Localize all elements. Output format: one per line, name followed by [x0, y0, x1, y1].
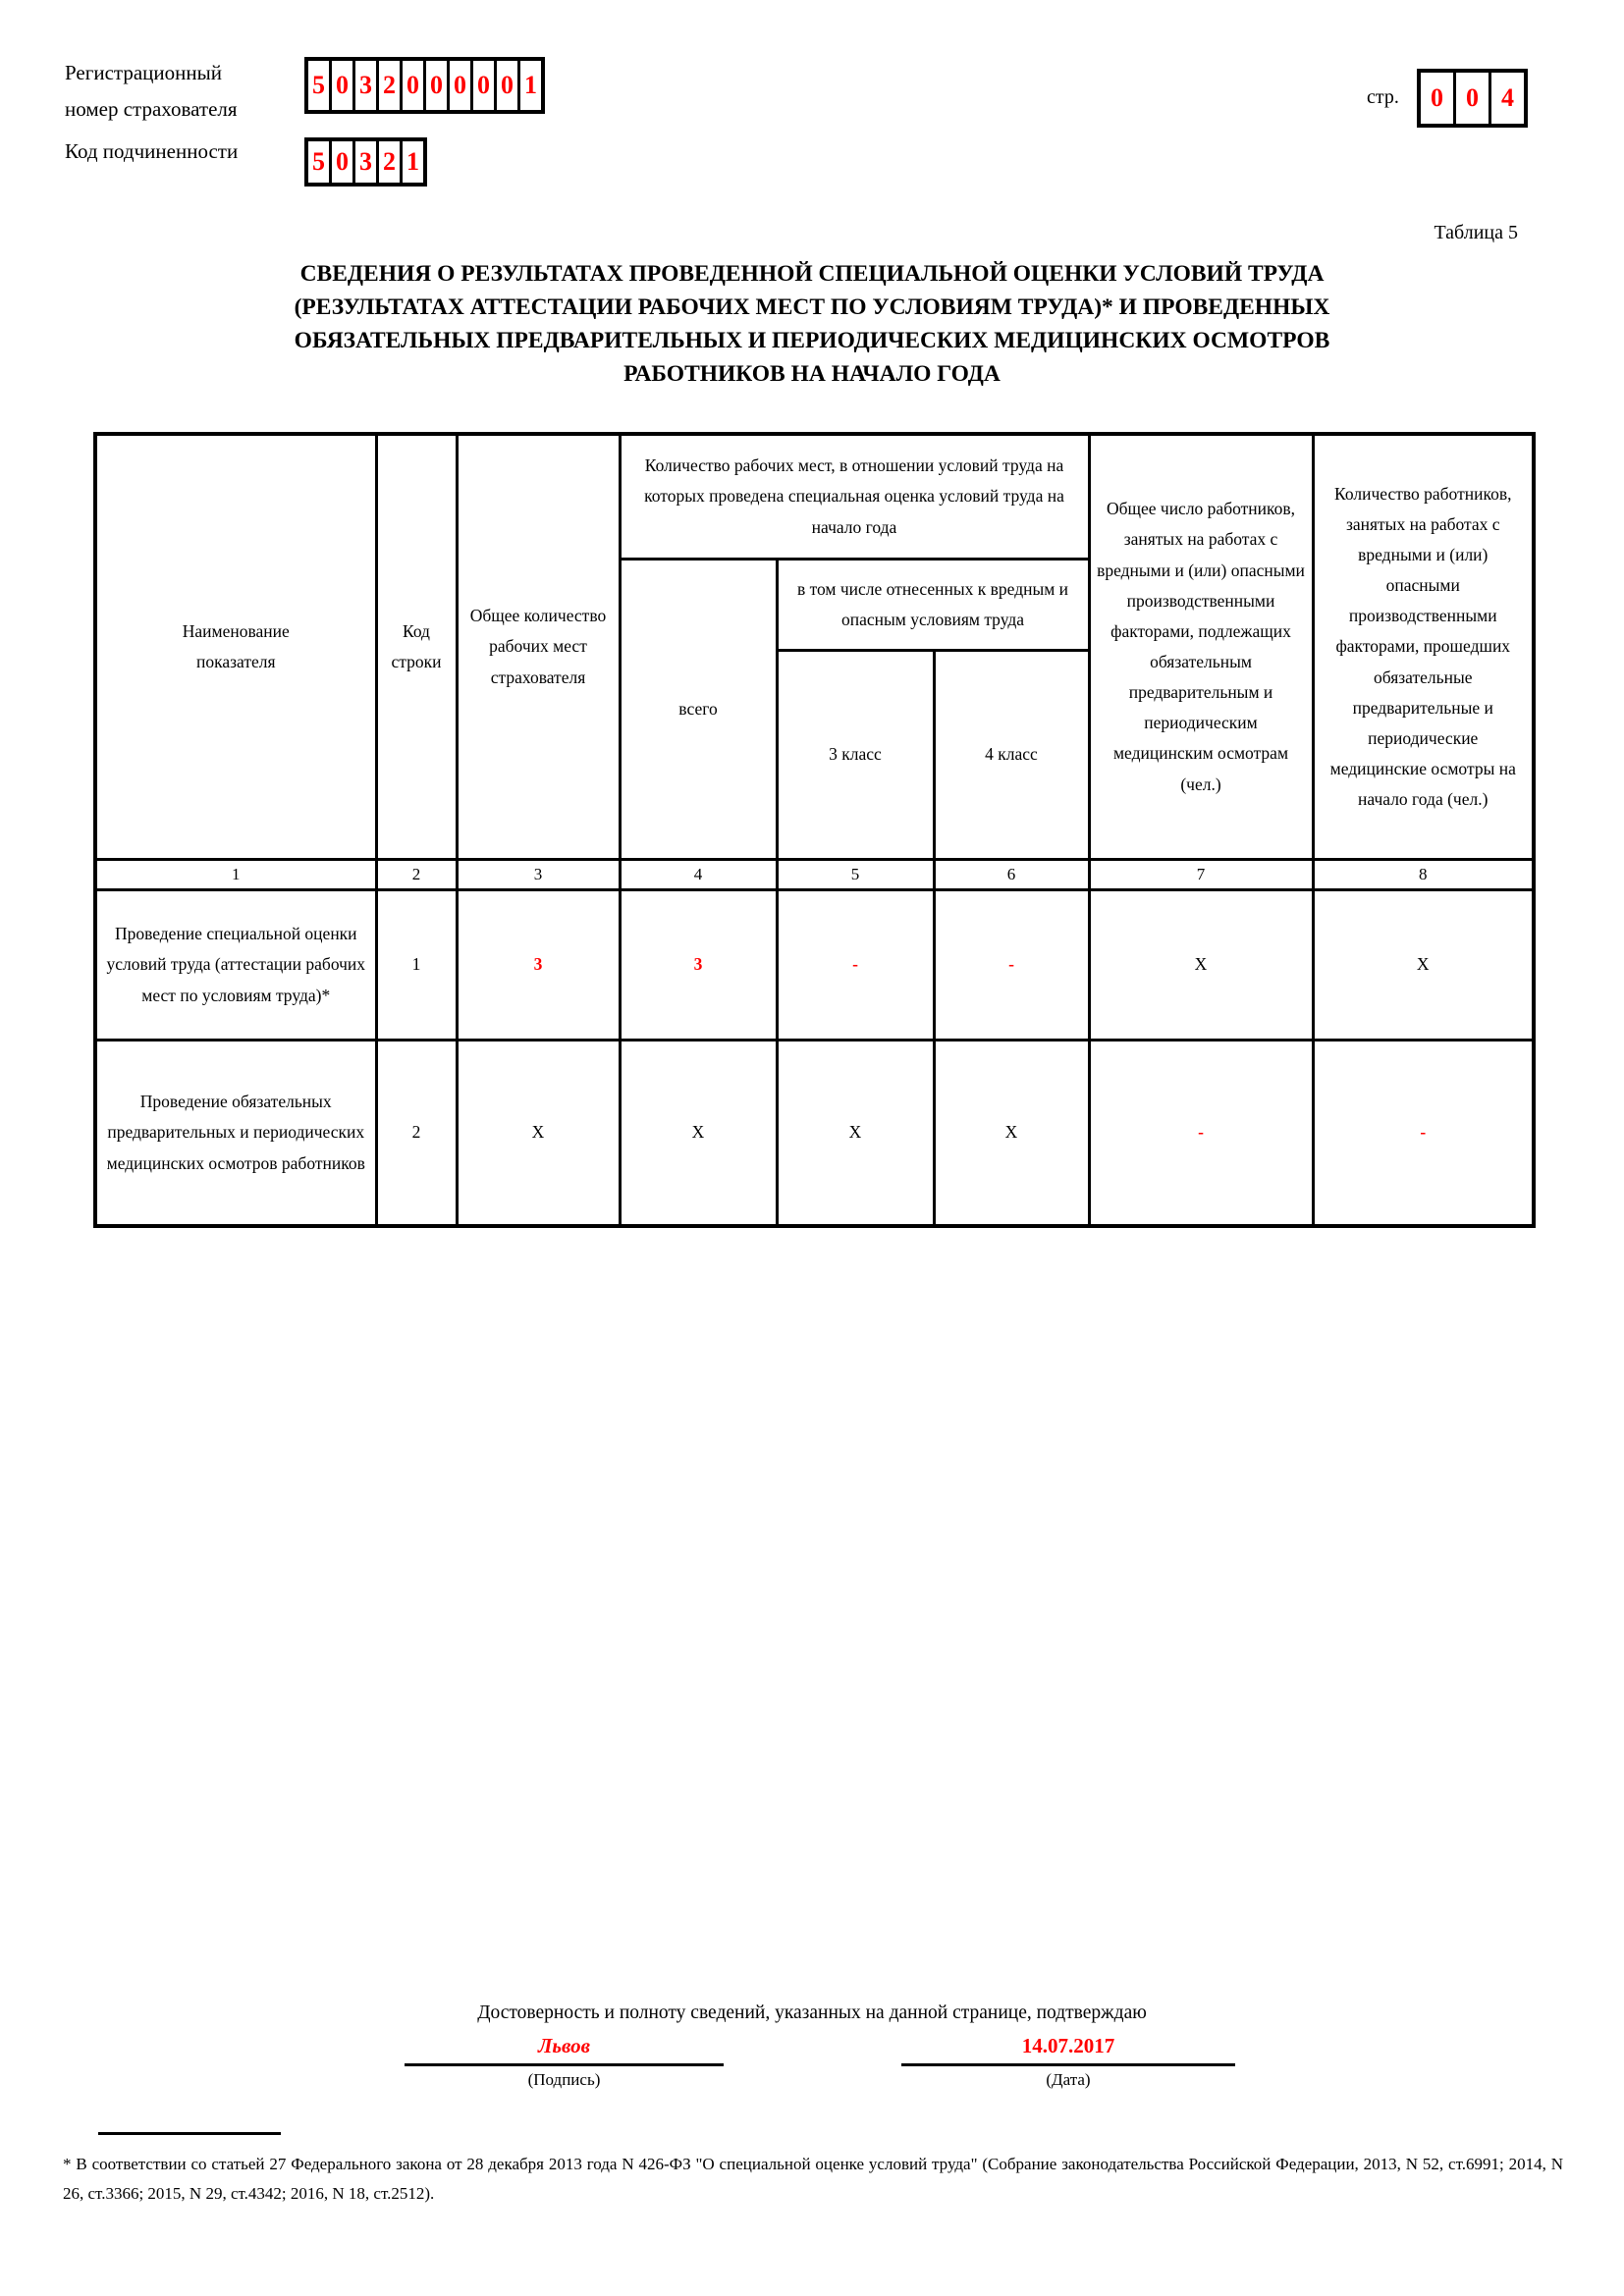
- cell-value: X: [934, 1041, 1089, 1227]
- footnote-separator: [98, 2132, 281, 2135]
- col-header-workers-passed-exams: Количество работников, занятых на работах с вредными и (или) опасными производственными факторами, прошедших обязательные предварительные и периодические медицинские осмотры на начало года (чел.): [1313, 434, 1534, 860]
- reg-digit-box: 0: [329, 61, 352, 110]
- page-number-label: стр.: [1367, 86, 1399, 108]
- col-header-class3: 3 класс: [777, 651, 934, 860]
- page-digit-box: 4: [1489, 73, 1524, 124]
- subord-digit-box: 0: [329, 141, 352, 183]
- reg-number-label: [65, 55, 238, 128]
- table-row-special-assessment: [95, 890, 1534, 1041]
- cell-value: -: [1313, 1041, 1534, 1227]
- col-header-line-code: Код строки: [376, 434, 457, 860]
- reg-digit-box: 1: [517, 61, 541, 110]
- cell-value: X: [620, 1041, 777, 1227]
- cell-value: -: [1089, 1041, 1313, 1227]
- col-header-harmful-conditions: в том числе отнесенных к вредным и опасным условиям труда: [777, 560, 1089, 651]
- header-row-1: [95, 434, 1534, 560]
- cell-value: 3: [457, 890, 620, 1041]
- reg-digit-box: 0: [447, 61, 470, 110]
- column-number: 3: [457, 860, 620, 890]
- column-number: 8: [1313, 860, 1534, 890]
- page-number-boxes: [1417, 69, 1528, 128]
- page-title-line: РАБОТНИКОВ НА НАЧАЛО ГОДА: [623, 361, 1001, 387]
- cell-value: -: [934, 890, 1089, 1041]
- table-caption: Таблица 5: [1434, 222, 1518, 243]
- column-number: 2: [376, 860, 457, 890]
- column-number: 6: [934, 860, 1089, 890]
- col-header-workers-subject-to-exams: Общее число работников, занятых на работах с вредными и (или) опасными производственными факторами, подлежащих обязательным предварительным и периодическим медицинским осмотрам (чел.): [1089, 434, 1313, 860]
- column-number: 4: [620, 860, 777, 890]
- signature-block: [405, 2034, 724, 2090]
- column-number: 7: [1089, 860, 1313, 890]
- signature-value: Львов: [538, 2034, 590, 2057]
- subord-digit-box: 3: [352, 141, 376, 183]
- reg-digit-box: 0: [423, 61, 447, 110]
- col-header-total: всего: [620, 560, 777, 860]
- reg-digit-box: 3: [352, 61, 376, 110]
- row-name: Проведение специальной оценки условий труда (аттестации рабочих мест по условиям труда)*: [95, 890, 376, 1041]
- subord-digit-box: 1: [400, 141, 423, 183]
- cell-value: X: [777, 1041, 934, 1227]
- cell-value: -: [777, 890, 934, 1041]
- date-label: (Дата): [1046, 2070, 1091, 2089]
- page-digit-box: 0: [1431, 83, 1443, 112]
- row-name: Проведение обязательных предварительных и периодических медицинских осмотров работников: [95, 1041, 376, 1227]
- table-row-medical-exams: [95, 1041, 1534, 1227]
- subord-digit-box: 2: [376, 141, 400, 183]
- row-code: 2: [376, 1041, 457, 1227]
- col-header-indicator-name-text: Наименование показателя: [182, 620, 290, 671]
- date-line: [901, 2034, 1235, 2066]
- page-title: [147, 257, 1477, 391]
- col-header-total-workplaces: Общее количество рабочих мест страхователя: [457, 434, 620, 860]
- subordination-code-label: Код подчиненности: [65, 139, 239, 163]
- col-header-assessed-workplaces: Количество рабочих мест, в отношении условий труда на которых проведена специальная оценка условий труда на начало года: [620, 434, 1089, 560]
- column-number: 5: [777, 860, 934, 890]
- date-block: [901, 2034, 1235, 2090]
- signature-line: [405, 2034, 724, 2066]
- signature-label: (Подпись): [527, 2070, 601, 2089]
- cell-value: 3: [620, 890, 777, 1041]
- page-title-line: ОБЯЗАТЕЛЬНЫХ ПРЕДВАРИТЕЛЬНЫХ И ПЕРИОДИЧЕСКИХ МЕДИЦИНСКИХ ОСМОТРОВ: [294, 328, 1330, 353]
- reg-number-boxes: [304, 57, 545, 114]
- confirmation-statement: Достоверность и полноту сведений, указанных на данной странице, подтверждаю: [477, 2002, 1147, 2023]
- results-table: [93, 432, 1536, 1228]
- date-value: 14.07.2017: [1021, 2034, 1115, 2057]
- cell-value: X: [1089, 890, 1313, 1041]
- col-header-class4: 4 класс: [934, 651, 1089, 860]
- cell-value: X: [1313, 890, 1534, 1041]
- column-number-row: [95, 860, 1534, 890]
- reg-number-label-line1: Регистрационный: [65, 61, 222, 84]
- reg-digit-box: 0: [494, 61, 517, 110]
- subordination-code-boxes: [304, 137, 427, 187]
- page-title-line: (РЕЗУЛЬТАТАХ АТТЕСТАЦИИ РАБОЧИХ МЕСТ ПО УСЛОВИЯМ ТРУДА)* И ПРОВЕДЕННЫХ: [294, 294, 1330, 320]
- reg-digit-box: 0: [400, 61, 423, 110]
- col-header-indicator-name: [95, 434, 376, 860]
- page-title-line: СВЕДЕНИЯ О РЕЗУЛЬТАТАХ ПРОВЕДЕННОЙ СПЕЦИАЛЬНОЙ ОЦЕНКИ УСЛОВИЙ ТРУДА: [299, 261, 1325, 287]
- page-digit-box: 0: [1453, 73, 1489, 124]
- reg-digit-box: 2: [376, 61, 400, 110]
- footnote-text: * В соответствии со статьей 27 Федерального закона от 28 декабря 2013 года N 426-ФЗ "О специальной оценке условий труда" (Собрание законодательства Российской Федерации, 2013, N 52, ст.6991; 2014, N 26, ст.3366; 2015, N 29, ст.4342; 2016, N 18, ст.2512).: [63, 2155, 1563, 2203]
- row-code: 1: [376, 890, 457, 1041]
- reg-digit-box: 0: [470, 61, 494, 110]
- cell-value: X: [457, 1041, 620, 1227]
- reg-number-label-line2: номер страхователя: [65, 97, 238, 121]
- column-number: 1: [95, 860, 376, 890]
- subord-digit-box: 5: [312, 147, 325, 176]
- reg-digit-box: 5: [312, 71, 325, 99]
